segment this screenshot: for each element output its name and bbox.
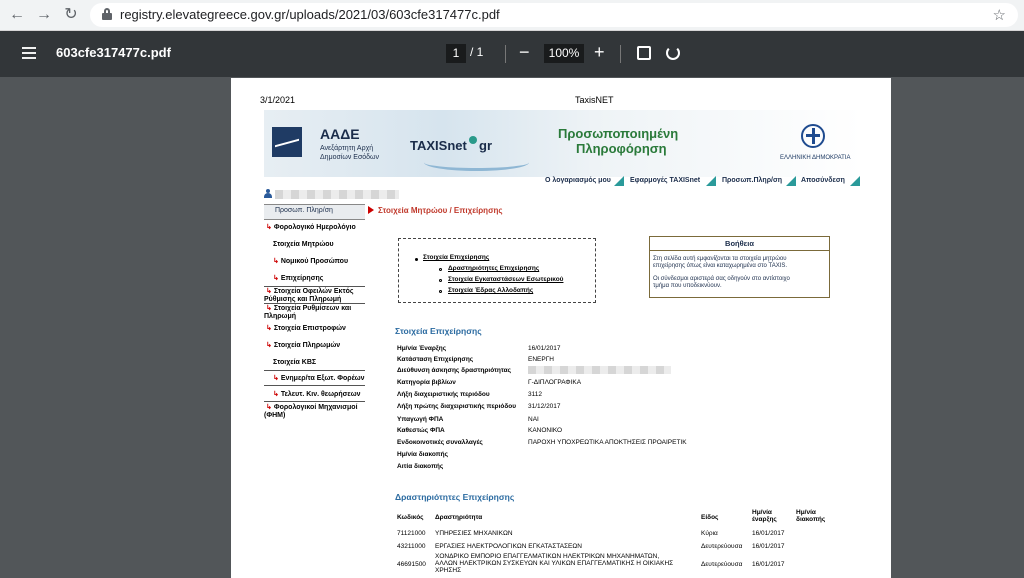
col-header-start: Ημ/νία: [752, 509, 772, 516]
activity-kind: Δευτερεύουσα: [701, 543, 743, 550]
sidebar-divider: [264, 401, 365, 402]
col-header-stop: Ημ/νία: [796, 509, 816, 516]
pdf-filename: 603cfe317477c.pdf: [56, 45, 171, 60]
taxisnet-swoosh-icon: [424, 154, 529, 171]
taxisnet-logo-text: TAXISnet: [410, 138, 467, 153]
nav-logout[interactable]: Αποσύνδεση: [801, 177, 845, 184]
sidebar-item-payments[interactable]: ↳ Στοιχεία Πληρωμών: [266, 342, 341, 349]
sidebar-item-external-bodies[interactable]: ↳ Ενημερ/τα Εξωτ. Φορέων: [273, 375, 365, 382]
url-text: registry.elevategreece.gov.gr/uploads/2021/03/603cfe317477c.pdf: [120, 7, 500, 22]
link-foreign-seat[interactable]: Στοιχεία Έδρας Αλλοδαπής: [448, 287, 534, 294]
circle-bullet-icon: [439, 268, 442, 271]
bullet-icon: [415, 258, 418, 261]
field-label: Κατάσταση Επιχείρησης: [397, 356, 474, 363]
link-business-details[interactable]: Στοιχεία Επιχείρησης: [423, 254, 490, 261]
forward-arrow-icon[interactable]: →: [36, 6, 52, 23]
nav-personal-info[interactable]: Προσωπ.Πληρ/ση: [722, 177, 783, 184]
field-label: Διεύθυνση άσκησης δραστηριότητας: [397, 367, 511, 374]
activity-start: 16/01/2017: [752, 561, 785, 568]
nav-arrow-icon: [706, 176, 716, 186]
menu-icon[interactable]: [22, 47, 36, 59]
zoom-out-icon[interactable]: −: [519, 42, 530, 62]
help-text-line-1: Στη σελίδα αυτή εμφανίζονται τα στοιχεία μητρώου: [653, 256, 787, 262]
business-details-title: Στοιχεία Επιχείρησης: [395, 326, 482, 336]
lock-icon: [102, 8, 112, 20]
field-label: Κατηγορία βιβλίων: [397, 379, 456, 386]
link-business-activities[interactable]: Δραστηριότητες Επιχείρησης: [448, 265, 540, 272]
circle-bullet-icon: [439, 290, 442, 293]
activity-kind: Κύρια: [701, 530, 718, 537]
user-icon: [264, 189, 272, 198]
field-label: Ενδοκοινοτικές συναλλαγές: [397, 439, 483, 446]
help-title: Βοήθεια: [650, 239, 829, 251]
activity-start: 16/01/2017: [752, 543, 785, 550]
circle-bullet-icon: [439, 279, 442, 282]
help-box: [649, 236, 830, 298]
activities-title: Δραστηριότητες Επιχείρησης: [395, 492, 515, 502]
activity-description: ΥΠΗΡΕΣΙΕΣ ΜΗΧΑΝΙΚΩΝ: [435, 530, 513, 537]
activity-kind: Δευτερεύουσα: [701, 561, 743, 568]
sidebar-item-last-validations[interactable]: ↳ Τελευτ. Κιν. θεωρήσεων: [273, 391, 361, 398]
page-total: / 1: [470, 45, 484, 59]
nav-arrow-icon: [614, 176, 624, 186]
taxisnet-banner: [264, 110, 862, 177]
col-header-stop-2: διακοπής: [796, 516, 826, 523]
field-value: Γ-ΔΙΠΛΟΓΡΑΦΙΚΑ: [528, 379, 582, 386]
sidebar-item-debts-cont: Ρύθμισης και Πληρωμή: [264, 296, 342, 303]
sidebar-item-settlements-cont: Πληρωμή: [264, 313, 297, 320]
activity-code: 43211000: [397, 543, 426, 550]
taxisnet-dot-icon: [469, 136, 477, 144]
toolbar-divider: [505, 45, 506, 63]
sidebar-item-kbs[interactable]: Στοιχεία ΚΒΣ: [273, 359, 317, 366]
page-number-input[interactable]: 1: [446, 44, 466, 63]
field-value: ΚΑΝΟΝΙΚΟ: [528, 427, 563, 434]
nav-taxisnet-apps[interactable]: Εφαρμογές TAXISnet: [630, 177, 701, 184]
col-header-start-2: έναρξης: [752, 516, 777, 523]
help-text-line-4: τμήμα που υποδεικνύουν.: [653, 283, 722, 289]
fit-page-icon[interactable]: [637, 46, 651, 60]
activity-description-cont: ΑΛΛΩΝ ΗΛΕΚΤΡΙΚΩΝ ΣΥΣΚΕΥΩΝ ΚΑΙ ΥΛΙΚΩΝ ΕΠΑΓΓΕΛΜΑΤΙΚΗΣ Η ΟΙΚΙΑΚΗΣ: [435, 560, 674, 567]
sidebar-divider: [264, 370, 365, 371]
col-header-activity: Δραστηριότητα: [435, 514, 483, 521]
redacted-username: [275, 190, 399, 199]
aade-name: ΑΑΔΕ: [320, 126, 360, 142]
breadcrumb: Στοιχεία Μητρώου / Επιχείρησης: [378, 206, 503, 215]
help-text-line-2: επιχείρησης όπως είναι καταχωρημένα στο TAXIS.: [653, 263, 788, 269]
toolbar-divider: [620, 45, 621, 63]
aade-subtitle-1: Ανεξάρτητη Αρχή: [320, 145, 374, 152]
activity-description-cont: ΧΡΗΣΗΣ: [435, 567, 462, 574]
banner-heading-1: Προσωποποιημένη: [558, 126, 679, 141]
url-field[interactable]: [90, 3, 1018, 27]
zoom-in-icon[interactable]: +: [594, 42, 605, 62]
aade-logo-icon: [272, 127, 302, 157]
field-value: 16/01/2017: [528, 345, 561, 352]
sidebar-item-tax-devices[interactable]: ↳ Φορολογικοί Μηχανισμοί: [266, 404, 358, 411]
redacted-address: [528, 366, 671, 374]
hellenic-republic-emblem-icon: [801, 124, 825, 148]
pdf-page: [231, 78, 891, 578]
activity-start: 16/01/2017: [752, 530, 785, 537]
nav-my-account[interactable]: Ο λογαριασμός μου: [545, 177, 611, 184]
banner-heading-2: Πληροφόρηση: [576, 141, 667, 156]
bookmark-star-icon[interactable]: ☆: [992, 7, 1006, 24]
nav-arrow-icon: [850, 176, 860, 186]
sidebar-item-tax-devices-cont: (ΦΗΜ): [264, 412, 286, 419]
reload-icon[interactable]: ↻: [64, 6, 78, 23]
link-domestic-facilities[interactable]: Στοιχεία Εγκαταστάσεων Εσωτερικού: [448, 276, 564, 283]
col-header-code: Κωδικός: [397, 514, 424, 521]
sidebar-item-registry[interactable]: Στοιχεία Μητρώου: [273, 241, 334, 248]
sidebar-selected-label: Προσωπ. Πληρ/ση: [275, 207, 333, 214]
zoom-level-input[interactable]: 100%: [544, 44, 584, 63]
field-label: Ημ/νία διακοπής: [397, 451, 448, 458]
nav-arrow-icon: [786, 176, 796, 186]
field-label: Αιτία διακοπής: [397, 463, 444, 470]
sidebar-item-refunds[interactable]: ↳ Στοιχεία Επιστροφών: [266, 325, 346, 332]
browser-address-bar: [0, 0, 1024, 31]
doc-date: 3/1/2021: [260, 95, 296, 105]
field-value: ΝΑΙ: [528, 416, 539, 423]
pdf-toolbar: [0, 31, 1024, 77]
taxisnet-logo-domain: gr: [479, 138, 492, 153]
help-text-line-3: Οι σύνδεσμοι αριστερά σας οδηγούν στο αντίστοιχο: [653, 276, 790, 282]
activity-description: ΧΟΝΔΡΙΚΟ ΕΜΠΟΡΙΟ ΕΠΑΓΓΕΛΜΑΤΙΚΩΝ ΗΛΕΚΤΡΙΚΩΝ ΜΗΧΑΝΗΜΑΤΩΝ,: [435, 553, 660, 560]
activity-code: 71121000: [397, 530, 426, 537]
hellenic-republic-label: ΕΛΛΗΝΙΚΗ ΔΗΜΟΚΡΑΤΙΑ: [780, 155, 851, 161]
sidebar-item-debts[interactable]: ↳ Στοιχεία Οφειλών Εκτός: [266, 288, 354, 295]
field-label: Ημ/νία Έναρξης: [397, 345, 447, 352]
activity-description: ΕΡΓΑΣΙΕΣ ΗΛΕΚΤΡΟΛΟΓΙΚΩΝ ΕΓΚΑΤΑΣΤΑΣΕΩΝ: [435, 543, 582, 550]
activity-code: 46691500: [397, 561, 426, 568]
field-value: ΠΑΡΟΧΗ ΥΠΟΧΡΕΩΤΙΚΑ ΑΠΟΚΤΗΣΕΙΣ ΠΡΟΑΙΡΕΤΙΚ: [528, 439, 687, 446]
field-value: 3112: [528, 391, 542, 398]
sidebar-item-settlements[interactable]: ↳ Στοιχεία Ρυθμίσεων και: [266, 305, 352, 312]
sidebar-item-business[interactable]: ↳ Επιχείρησης: [273, 275, 324, 282]
aade-subtitle-2: Δημοσίων Εσόδων: [320, 154, 380, 161]
field-label: Λήξη διαχειριστικής περιόδου: [397, 391, 490, 398]
field-value: ΕΝΕΡΓΗ: [528, 356, 554, 363]
sidebar-divider: [264, 286, 365, 287]
breadcrumb-arrow-icon: [368, 206, 374, 214]
field-label: Καθεστώς ΦΠΑ: [397, 427, 445, 434]
sidebar-item-tax-calendar[interactable]: ↳ Φορολογικό Ημερολόγιο: [266, 224, 356, 231]
col-header-kind: Είδος: [701, 514, 719, 521]
sidebar-divider: [264, 385, 365, 386]
back-arrow-icon[interactable]: ←: [9, 6, 25, 23]
sidebar-divider: [264, 303, 365, 304]
doc-header-title: TaxisNET: [575, 95, 614, 105]
field-value: 31/12/2017: [528, 403, 561, 410]
rotate-icon[interactable]: [666, 46, 680, 60]
field-label: Υπαγωγή ΦΠΑ: [397, 416, 444, 423]
sidebar-item-legal-entity[interactable]: ↳ Νομικού Προσώπου: [273, 258, 349, 265]
field-label: Λήξη πρώτης διαχειριστικής περιόδου: [397, 403, 517, 410]
section-links-box: [398, 238, 596, 303]
